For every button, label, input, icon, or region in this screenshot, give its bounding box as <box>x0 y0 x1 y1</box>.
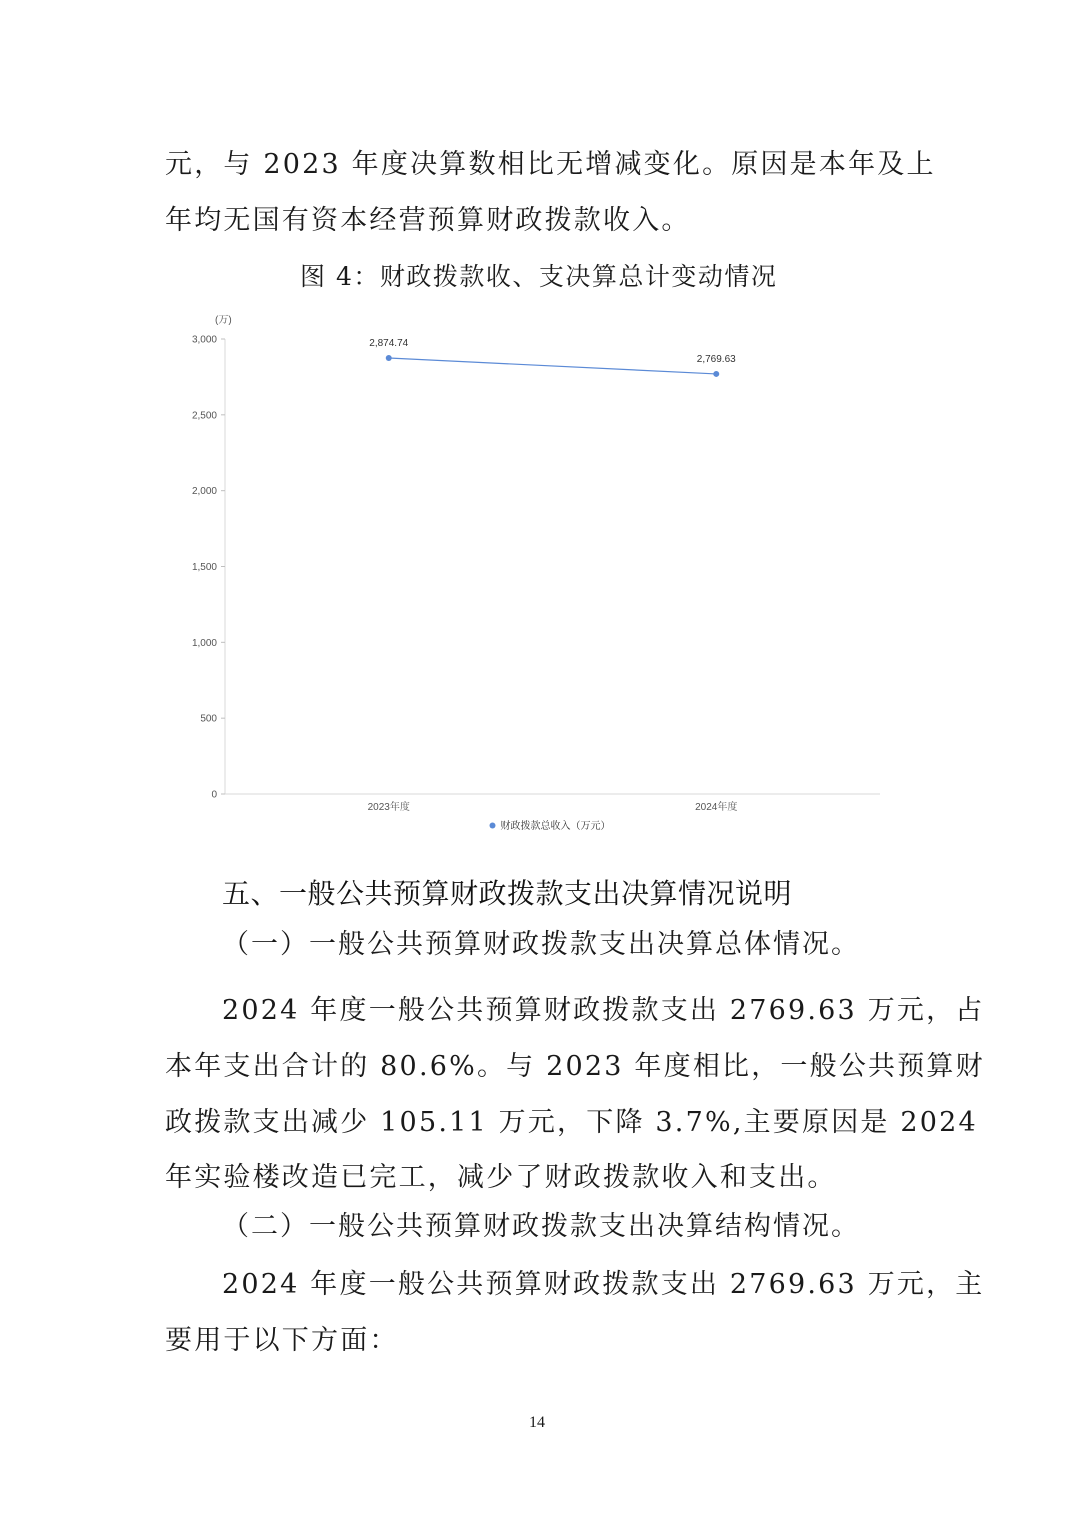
subsection-heading: （二）一般公共预算财政拨款支出决算结构情况。 <box>222 1211 860 1242</box>
y-tick-label: 1,500 <box>191 562 217 573</box>
y-tick-label: 2,000 <box>191 486 217 498</box>
figure-caption: 图 4：财政拨款收、支决算总计变动情况 <box>300 262 778 291</box>
y-tick-label: 0 <box>211 789 217 801</box>
body-text-line: 年均无国有资本经营预算财政拨款收入。 <box>165 205 691 236</box>
y-axis-unit-label: (万) <box>215 315 232 326</box>
data-point <box>713 371 719 377</box>
body-text-line: 年实验楼改造已完工，减少了财政拨款收入和支出。 <box>165 1162 837 1193</box>
chart-grid <box>221 339 880 794</box>
y-tick-label: 1,000 <box>191 637 217 649</box>
x-tick-label: 2023年度 <box>367 802 410 813</box>
legend-label: 财政拨款总收入（万元） <box>500 821 611 832</box>
body-text-line: 2024 年度一般公共预算财政拨款支出 2769.63 万元，占 <box>222 995 985 1026</box>
legend-marker <box>490 823 496 829</box>
x-tick-label: 2024年度 <box>695 802 738 813</box>
body-text-line: 要用于以下方面： <box>165 1325 399 1356</box>
section-heading: 五、一般公共预算财政拨款支出决算情况说明 <box>222 877 793 910</box>
y-tick-label: 500 <box>200 713 217 725</box>
page-number: 14 <box>529 1414 545 1431</box>
body-text-line: 本年支出合计的 80.6%。与 2023 年度相比，一般公共预算财 <box>165 1051 985 1082</box>
body-text-line: 元，与 2023 年度决算数相比无增减变化。原因是本年及上 <box>165 149 936 180</box>
y-tick-label: 3,000 <box>191 334 217 346</box>
body-text-line: 2024 年度一般公共预算财政拨款支出 2769.63 万元，主 <box>222 1269 985 1300</box>
chart-ticks <box>192 335 737 814</box>
line-chart <box>170 305 900 845</box>
data-label: 2,874.74 <box>369 337 409 349</box>
data-label: 2,769.63 <box>696 353 736 365</box>
series-line <box>389 358 717 374</box>
subsection-heading: （一）一般公共预算财政拨款支出决算总体情况。 <box>222 929 860 960</box>
y-tick-label: 2,500 <box>191 410 217 422</box>
chart-legend <box>490 819 611 832</box>
data-point <box>386 355 392 361</box>
body-text-line: 政拨款支出减少 105.11 万元，下降 3.7%,主要原因是 2024 <box>165 1107 978 1138</box>
chart-series <box>369 338 736 377</box>
